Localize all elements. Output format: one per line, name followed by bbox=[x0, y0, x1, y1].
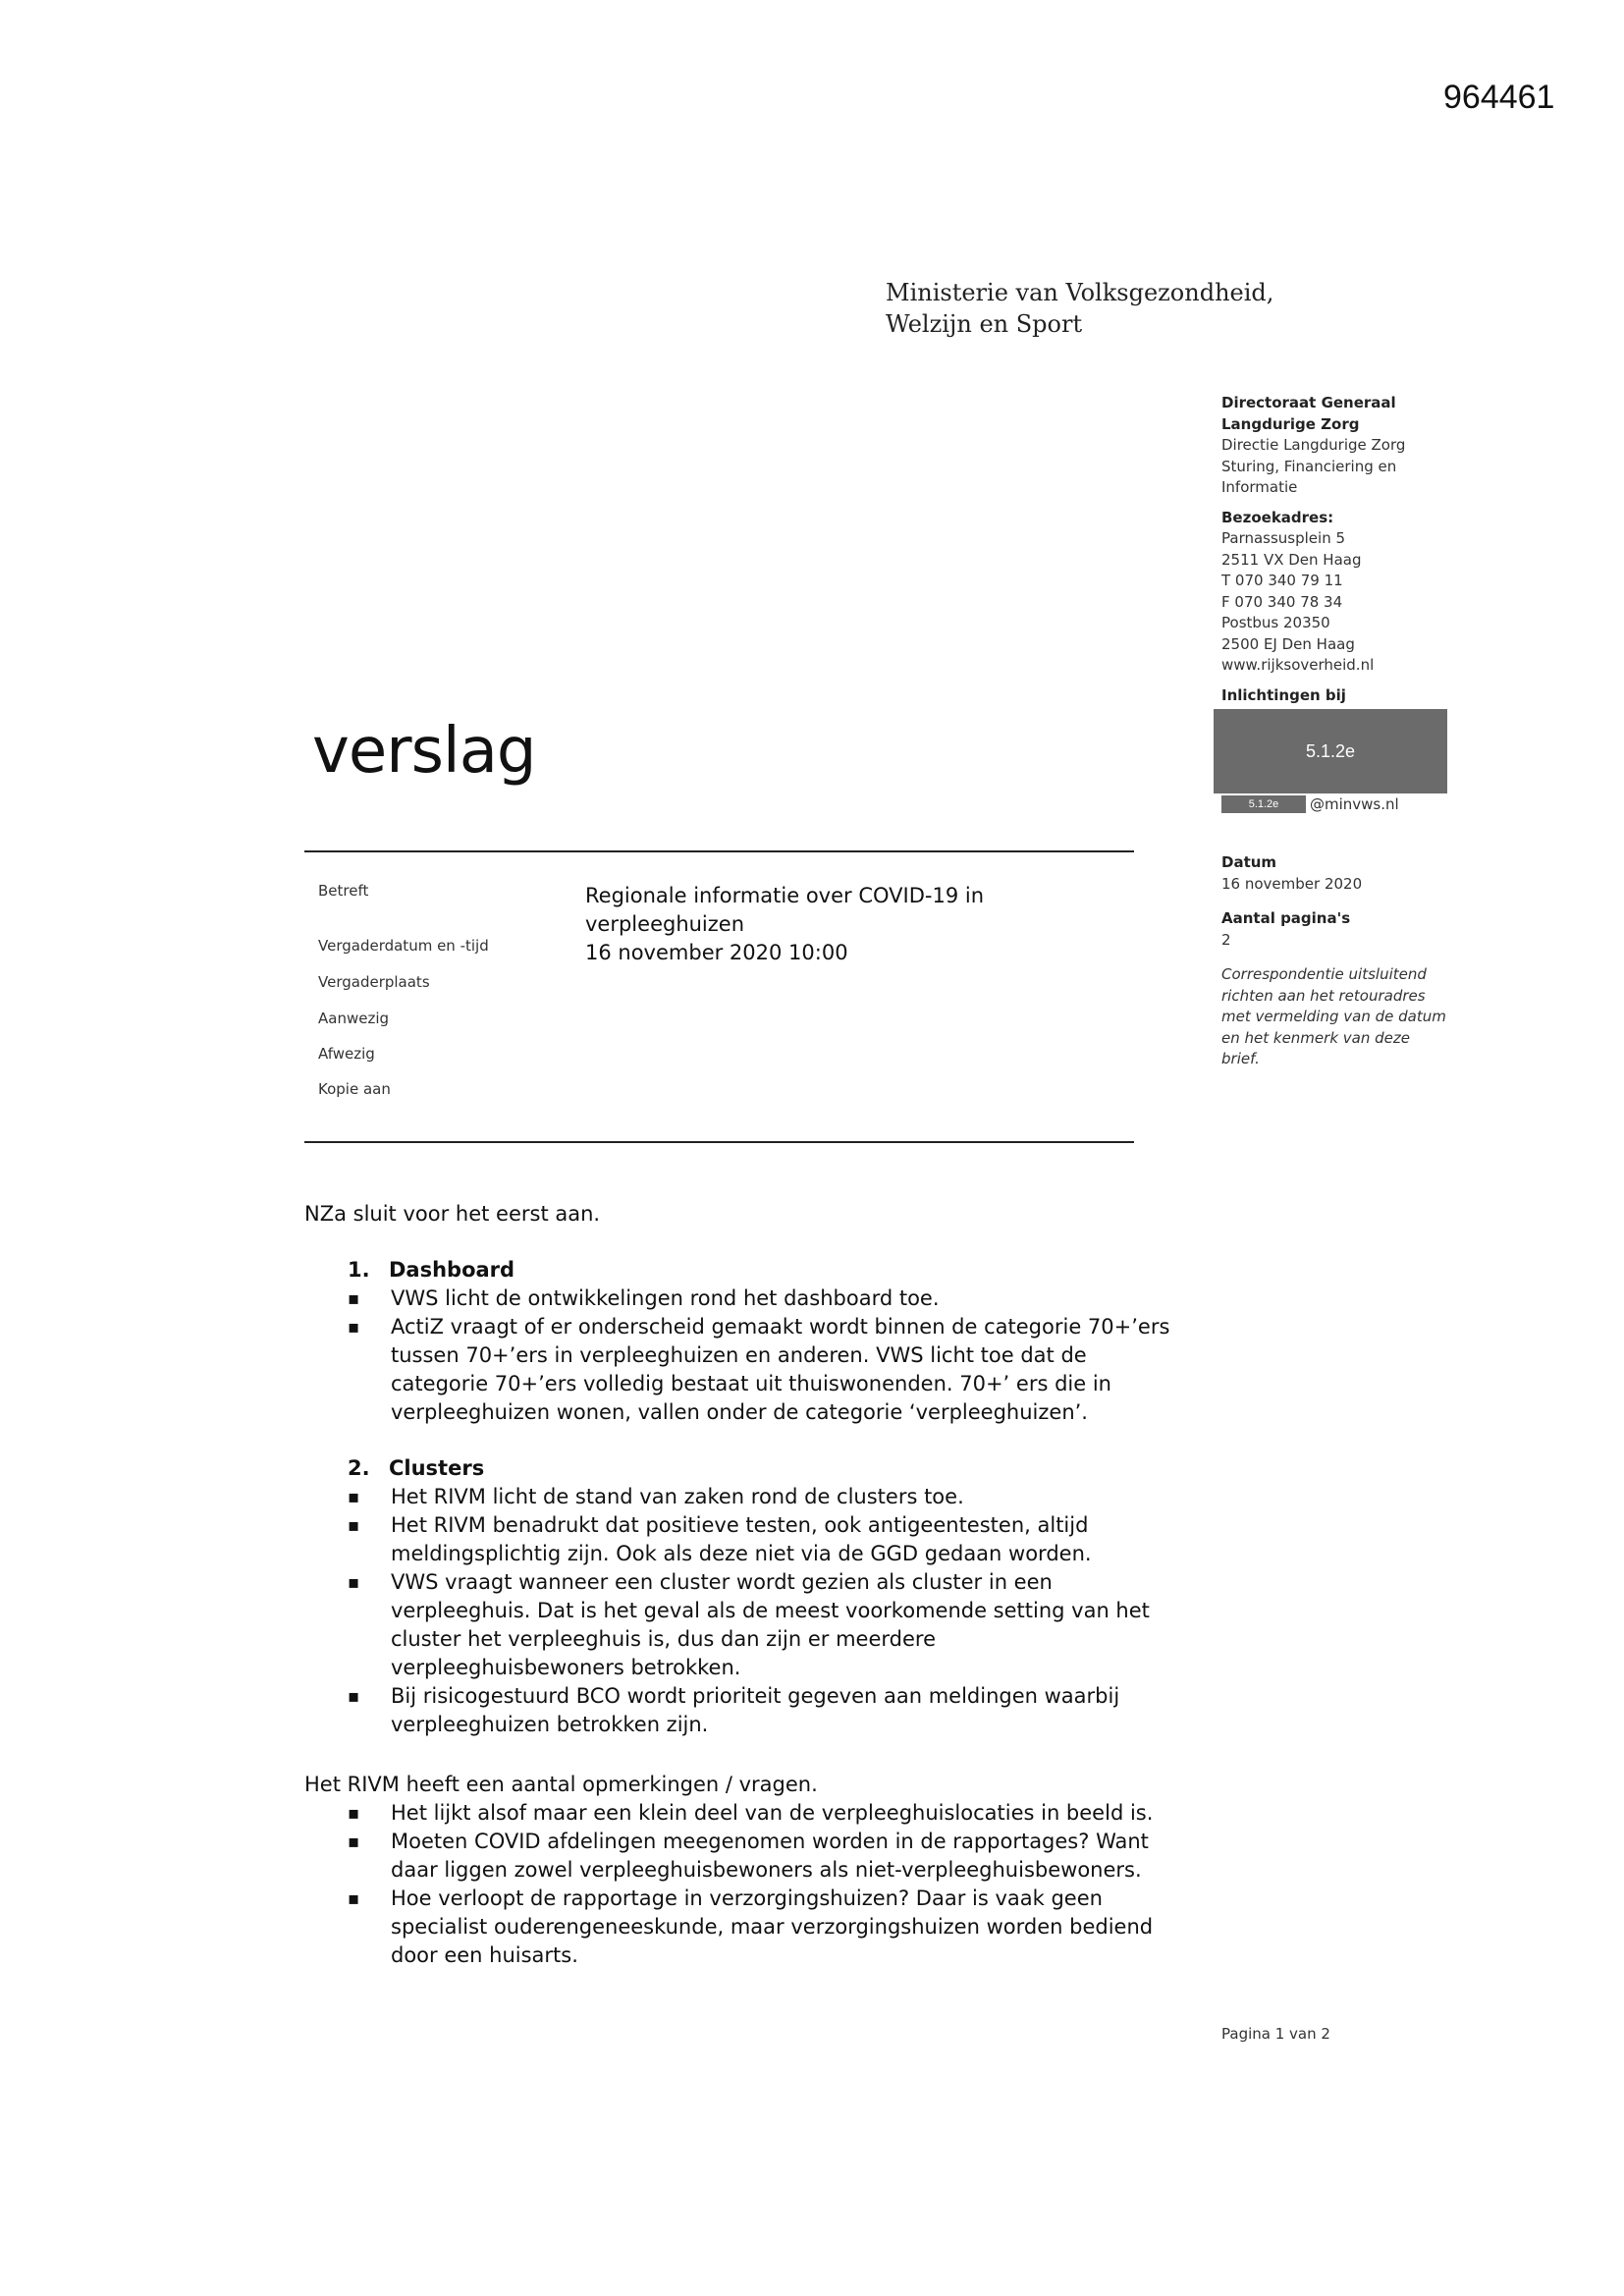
email-domain: @minvws.nl bbox=[1310, 795, 1399, 813]
document-type-title: verslag bbox=[312, 715, 536, 788]
meta-label-kopie: Kopie aan bbox=[318, 1080, 391, 1098]
section-number: 2. bbox=[348, 1456, 370, 1480]
dg-line: Langdurige Zorg bbox=[1221, 414, 1360, 433]
address-line: F 070 340 78 34 bbox=[1221, 592, 1343, 611]
bullet-item: ▪ Het lijkt alsof maar een klein deel van de verpleeghuislocaties in beeld is. bbox=[304, 1799, 1208, 1828]
rivm-bullets bbox=[304, 1799, 1208, 1970]
correspondentie-line: brief. bbox=[1221, 1050, 1260, 1067]
meta-label-aanwezig: Aanwezig bbox=[318, 1010, 390, 1027]
section-title: Dashboard bbox=[389, 1258, 515, 1282]
datum-value: 16 november 2020 bbox=[1221, 874, 1363, 893]
meta-label-datum-tijd: Vergaderdatum en -tijd bbox=[318, 937, 489, 955]
meta-values bbox=[585, 882, 1135, 967]
section-title: Clusters bbox=[389, 1456, 485, 1480]
betreft-line: verpleeghuizen bbox=[585, 912, 745, 936]
bullet-item: ▪ Hoe verloopt de rapportage in verzorgingshuizen? Daar is vaak geen specialist ouderengeneeskunde, maar verzorgingshuizen worden bediend door een huisarts. bbox=[304, 1885, 1208, 1970]
document-number: 964461 bbox=[1443, 79, 1555, 116]
email-line bbox=[1221, 795, 1399, 813]
report-body bbox=[304, 1200, 1208, 1970]
date-info bbox=[1221, 852, 1477, 1070]
bullet-item: ▪ Het RIVM benadrukt dat positieve testen, ook antigeentesten, altijd meldingsplichtig zijn. Ook als deze niet via de GGD gedaan worden. bbox=[304, 1511, 1208, 1568]
section-heading bbox=[348, 1454, 1208, 1483]
dg-line: Directoraat Generaal bbox=[1221, 394, 1396, 411]
correspondentie-line: richten aan het retouradres bbox=[1221, 986, 1426, 1005]
address-line: Postbus 20350 bbox=[1221, 614, 1330, 631]
ministry-line: Welzijn en Sport bbox=[886, 310, 1083, 338]
redaction-box: 5.1.2e bbox=[1214, 709, 1447, 793]
section-bullets bbox=[304, 1285, 1208, 1427]
directie-line: Directie Langdurige Zorg bbox=[1221, 436, 1406, 454]
address-line: Parnassusplein 5 bbox=[1221, 529, 1346, 547]
directie-line: Sturing, Financiering en bbox=[1221, 457, 1397, 475]
correspondentie-line: Correspondentie uitsluitend bbox=[1221, 965, 1427, 983]
intro-paragraph: NZa sluit voor het eerst aan. bbox=[304, 1202, 601, 1226]
directie-line: Informatie bbox=[1221, 478, 1298, 496]
vergader-datum-tijd: 16 november 2020 10:00 bbox=[585, 941, 848, 964]
meta-label-plaats: Vergaderplaats bbox=[318, 973, 430, 991]
rivm-intro: Het RIVM heeft een aantal opmerkingen / vragen. bbox=[304, 1773, 818, 1796]
correspondentie-line: en het kenmerk van deze bbox=[1221, 1028, 1410, 1047]
ministry-line: Ministerie van Volksgezondheid, bbox=[886, 279, 1274, 306]
paginas-label: Aantal pagina's bbox=[1221, 909, 1351, 927]
inlichtingen-label: Inlichtingen bij bbox=[1221, 685, 1346, 704]
address-line: T 070 340 79 11 bbox=[1221, 572, 1343, 589]
paginas-value: 2 bbox=[1221, 930, 1231, 949]
bullet-item: ▪ Moeten COVID afdelingen meegenomen worden in de rapportages? Want daar liggen zowel verpleeghuisbewoners als niet-verpleeghuisbewoners. bbox=[304, 1828, 1208, 1885]
section-bullets bbox=[304, 1483, 1208, 1739]
bullet-item: ▪ VWS licht de ontwikkelingen rond het dashboard toe. bbox=[304, 1285, 1208, 1313]
sender-info bbox=[1221, 393, 1477, 706]
address-line: 2500 EJ Den Haag bbox=[1221, 634, 1355, 653]
bullet-item: ▪ ActiZ vraagt of er onderscheid gemaakt wordt binnen de categorie 70+’ers tussen 70+’ers in verpleeghuizen en anderen. VWS licht toe dat de categorie 70+’ers volledig bestaat uit thuiswonenden. 70+’ ers die in verpleeghuizen wonen, vallen onder de categorie ‘verpleeghuizen’. bbox=[304, 1313, 1208, 1427]
bottom-divider bbox=[304, 1141, 1134, 1143]
page-footer: Pagina 1 van 2 bbox=[1221, 2025, 1330, 2043]
section-number: 1. bbox=[348, 1258, 370, 1282]
section-heading bbox=[348, 1256, 1208, 1285]
bullet-item: ▪ Bij risicogestuurd BCO wordt prioriteit gegeven aan meldingen waarbij verpleeghuizen betrokken zijn. bbox=[304, 1682, 1208, 1739]
bezoekadres-label: Bezoekadres: bbox=[1221, 508, 1334, 526]
meta-label-betreft: Betreft bbox=[318, 882, 369, 900]
address-line: 2511 VX Den Haag bbox=[1221, 550, 1362, 569]
address-line: www.rijksoverheid.nl bbox=[1221, 656, 1375, 674]
betreft-line: Regionale informatie over COVID-19 in bbox=[585, 884, 985, 907]
meta-label-afwezig: Afwezig bbox=[318, 1045, 375, 1063]
bullet-item: ▪ Het RIVM licht de stand van zaken rond de clusters toe. bbox=[304, 1483, 1208, 1511]
datum-label: Datum bbox=[1221, 853, 1277, 871]
email-redaction: 5.1.2e bbox=[1221, 795, 1306, 813]
ministry-logo-text bbox=[886, 277, 1273, 340]
correspondentie-line: met vermelding van de datum bbox=[1221, 1008, 1446, 1025]
top-divider bbox=[304, 850, 1134, 852]
bullet-item: ▪ VWS vraagt wanneer een cluster wordt gezien als cluster in een verpleeghuis. Dat is het geval als de meest voorkomende setting van het cluster het verpleeghuis is, dus dan zijn er meerdere verpleeghuisbewoners betrokken. bbox=[304, 1568, 1208, 1682]
